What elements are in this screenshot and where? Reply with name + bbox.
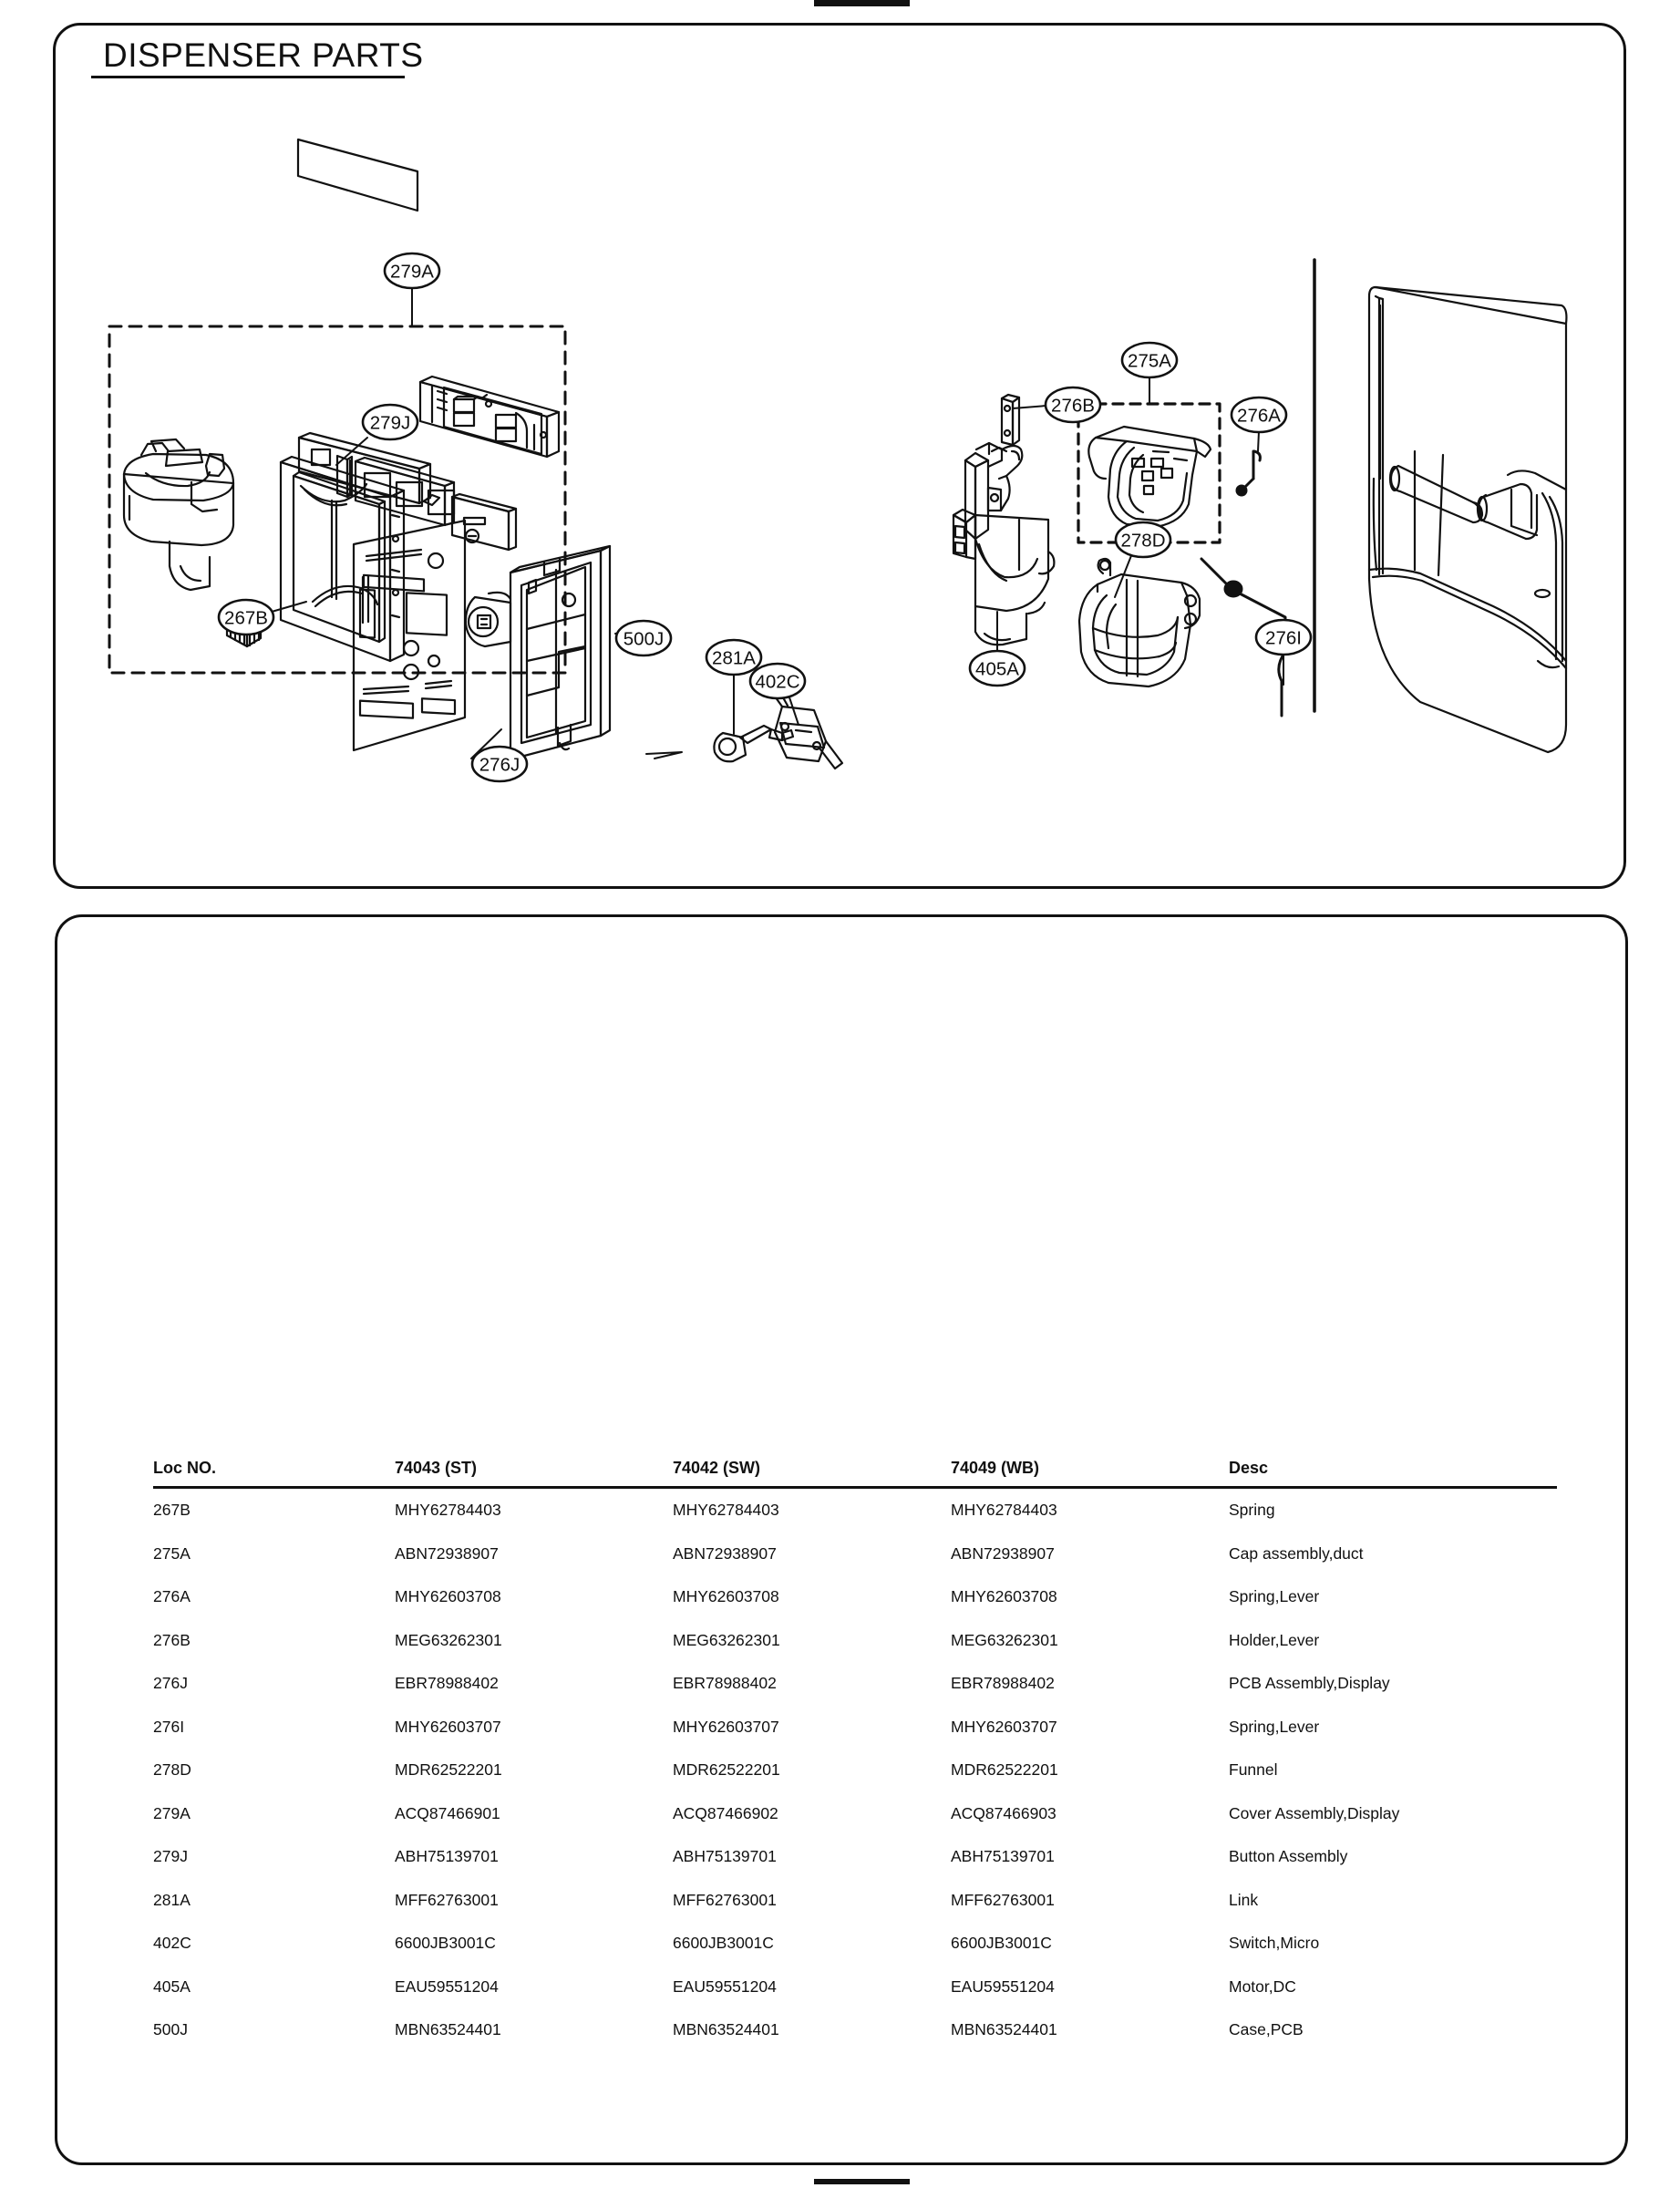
cell-74043-st: MDR62522201 (395, 1760, 502, 1780)
cell-74043-st: MEG63262301 (395, 1630, 502, 1649)
registration-mark-bottom (814, 2179, 910, 2184)
cell-74042-sw: MHY62603708 (673, 1587, 779, 1606)
cell-74049-wb: MHY62784403 (951, 1501, 1057, 1520)
parts-table-body (153, 1488, 1557, 2052)
table-row (153, 1488, 1557, 1533)
cell-desc: Spring,Lever (1229, 1717, 1320, 1736)
registration-mark-top (814, 0, 910, 6)
cell-loc-no: 276I (153, 1717, 185, 1736)
cell-74042-sw: EAU59551204 (673, 1976, 777, 1996)
cell-desc: Holder,Lever (1229, 1630, 1320, 1649)
cell-74043-st: ABN72938907 (395, 1543, 499, 1563)
cell-74049-wb: EBR78988402 (951, 1674, 1055, 1693)
table-row (153, 1965, 1557, 2007)
cell-74043-st: EBR78988402 (395, 1674, 499, 1693)
callout-label-500J: 500J (623, 628, 665, 650)
cell-desc: PCB Assembly,Display (1229, 1674, 1390, 1693)
callout-label-276I: 276I (1265, 627, 1302, 649)
cell-74049-wb: MBN63524401 (951, 2020, 1057, 2039)
table-row (153, 1705, 1557, 1748)
table-row (153, 1618, 1557, 1661)
cell-74042-sw: MHY62603707 (673, 1717, 779, 1736)
page-title: DISPENSER PARTS (103, 36, 424, 74)
cell-loc-no: 275A (153, 1543, 191, 1563)
cell-desc: Spring,Lever (1229, 1587, 1320, 1606)
parts-table (153, 1459, 1557, 2051)
callout-label-276A: 276A (1237, 405, 1281, 427)
callout-label-267B: 267B (224, 607, 268, 629)
cell-loc-no: 281A (153, 1890, 191, 1909)
cell-74049-wb: EAU59551204 (951, 1976, 1055, 1996)
callout-label-281A: 281A (712, 647, 756, 669)
callout-label-279A: 279A (390, 261, 434, 283)
cell-74043-st: ACQ87466901 (395, 1803, 500, 1822)
cell-74042-sw: ACQ87466902 (673, 1803, 778, 1822)
column-header-74043-st: 74043 (ST) (395, 1459, 478, 1477)
cell-desc: Motor,DC (1229, 1976, 1296, 1996)
column-header-74042-sw: 74042 (SW) (673, 1459, 761, 1477)
cell-desc: Spring (1229, 1501, 1275, 1520)
table-row (153, 1878, 1557, 1921)
cell-desc: Link (1229, 1890, 1259, 1909)
cell-74049-wb: MDR62522201 (951, 1760, 1058, 1780)
cell-loc-no: 278D (153, 1760, 191, 1780)
cell-74042-sw: EBR78988402 (673, 1674, 777, 1693)
cell-loc-no: 402C (153, 1934, 191, 1953)
table-row (153, 1922, 1557, 1965)
cell-74049-wb: ABH75139701 (951, 1847, 1055, 1866)
cell-74043-st: ABH75139701 (395, 1847, 499, 1866)
cell-74043-st: MHY62784403 (395, 1501, 501, 1520)
column-header-loc-no: Loc NO. (153, 1459, 217, 1477)
callout-label-279J: 279J (369, 412, 411, 434)
table-row (153, 1662, 1557, 1705)
table-row (153, 1575, 1557, 1618)
cell-74042-sw: 6600JB3001C (673, 1934, 774, 1953)
callout-label-275A: 275A (1128, 350, 1171, 372)
cell-desc: Funnel (1229, 1760, 1278, 1780)
table-row (153, 1532, 1557, 1574)
callout-label-276J: 276J (479, 754, 520, 776)
cell-desc: Cover Assembly,Display (1229, 1803, 1400, 1822)
cell-74043-st: 6600JB3001C (395, 1934, 496, 1953)
parts-diagram (53, 23, 1626, 889)
cell-74042-sw: ABH75139701 (673, 1847, 777, 1866)
cell-loc-no: 276J (153, 1674, 188, 1693)
cell-74042-sw: MDR62522201 (673, 1760, 780, 1780)
cell-loc-no: 267B (153, 1501, 191, 1520)
cell-74042-sw: MFF62763001 (673, 1890, 777, 1909)
cell-loc-no: 276B (153, 1630, 191, 1649)
cell-loc-no: 500J (153, 2020, 188, 2039)
callout-label-405A: 405A (975, 658, 1019, 680)
cell-74043-st: EAU59551204 (395, 1976, 499, 1996)
cell-74049-wb: 6600JB3001C (951, 1934, 1052, 1953)
callout-label-402C: 402C (755, 671, 800, 693)
column-header-74049-wb: 74049 (WB) (951, 1459, 1040, 1477)
cell-74043-st: MHY62603708 (395, 1587, 501, 1606)
cell-74049-wb: MFF62763001 (951, 1890, 1055, 1909)
cell-74049-wb: ABN72938907 (951, 1543, 1055, 1563)
cell-74042-sw: ABN72938907 (673, 1543, 777, 1563)
table-row (153, 2008, 1557, 2051)
column-header-desc: Desc (1229, 1459, 1269, 1477)
cell-74049-wb: MHY62603708 (951, 1587, 1057, 1606)
table-row (153, 1791, 1557, 1834)
cell-74049-wb: ACQ87466903 (951, 1803, 1056, 1822)
cell-desc: Case,PCB (1229, 2020, 1304, 2039)
parts-table-wrap (153, 1459, 1566, 2051)
cell-74043-st: MBN63524401 (395, 2020, 501, 2039)
cell-loc-no: 405A (153, 1976, 191, 1996)
cell-loc-no: 276A (153, 1587, 191, 1606)
cell-74049-wb: MEG63262301 (951, 1630, 1058, 1649)
table-row (153, 1749, 1557, 1791)
cell-74042-sw: MBN63524401 (673, 2020, 779, 2039)
cell-74049-wb: MHY62603707 (951, 1717, 1057, 1736)
cell-74042-sw: MEG63262301 (673, 1630, 780, 1649)
cell-desc: Switch,Micro (1229, 1934, 1320, 1953)
callout-label-278D: 278D (1120, 530, 1166, 552)
cell-desc: Cap assembly,duct (1229, 1543, 1364, 1563)
table-row (153, 1835, 1557, 1878)
cell-74043-st: MHY62603707 (395, 1717, 501, 1736)
cell-loc-no: 279J (153, 1847, 188, 1866)
callout-label-276B: 276B (1051, 395, 1095, 417)
table-header-row (153, 1459, 1557, 1488)
cell-loc-no: 279A (153, 1803, 191, 1822)
cell-desc: Button Assembly (1229, 1847, 1348, 1866)
parts-table-head (153, 1459, 1557, 1488)
cell-74042-sw: MHY62784403 (673, 1501, 779, 1520)
cell-74043-st: MFF62763001 (395, 1890, 499, 1909)
